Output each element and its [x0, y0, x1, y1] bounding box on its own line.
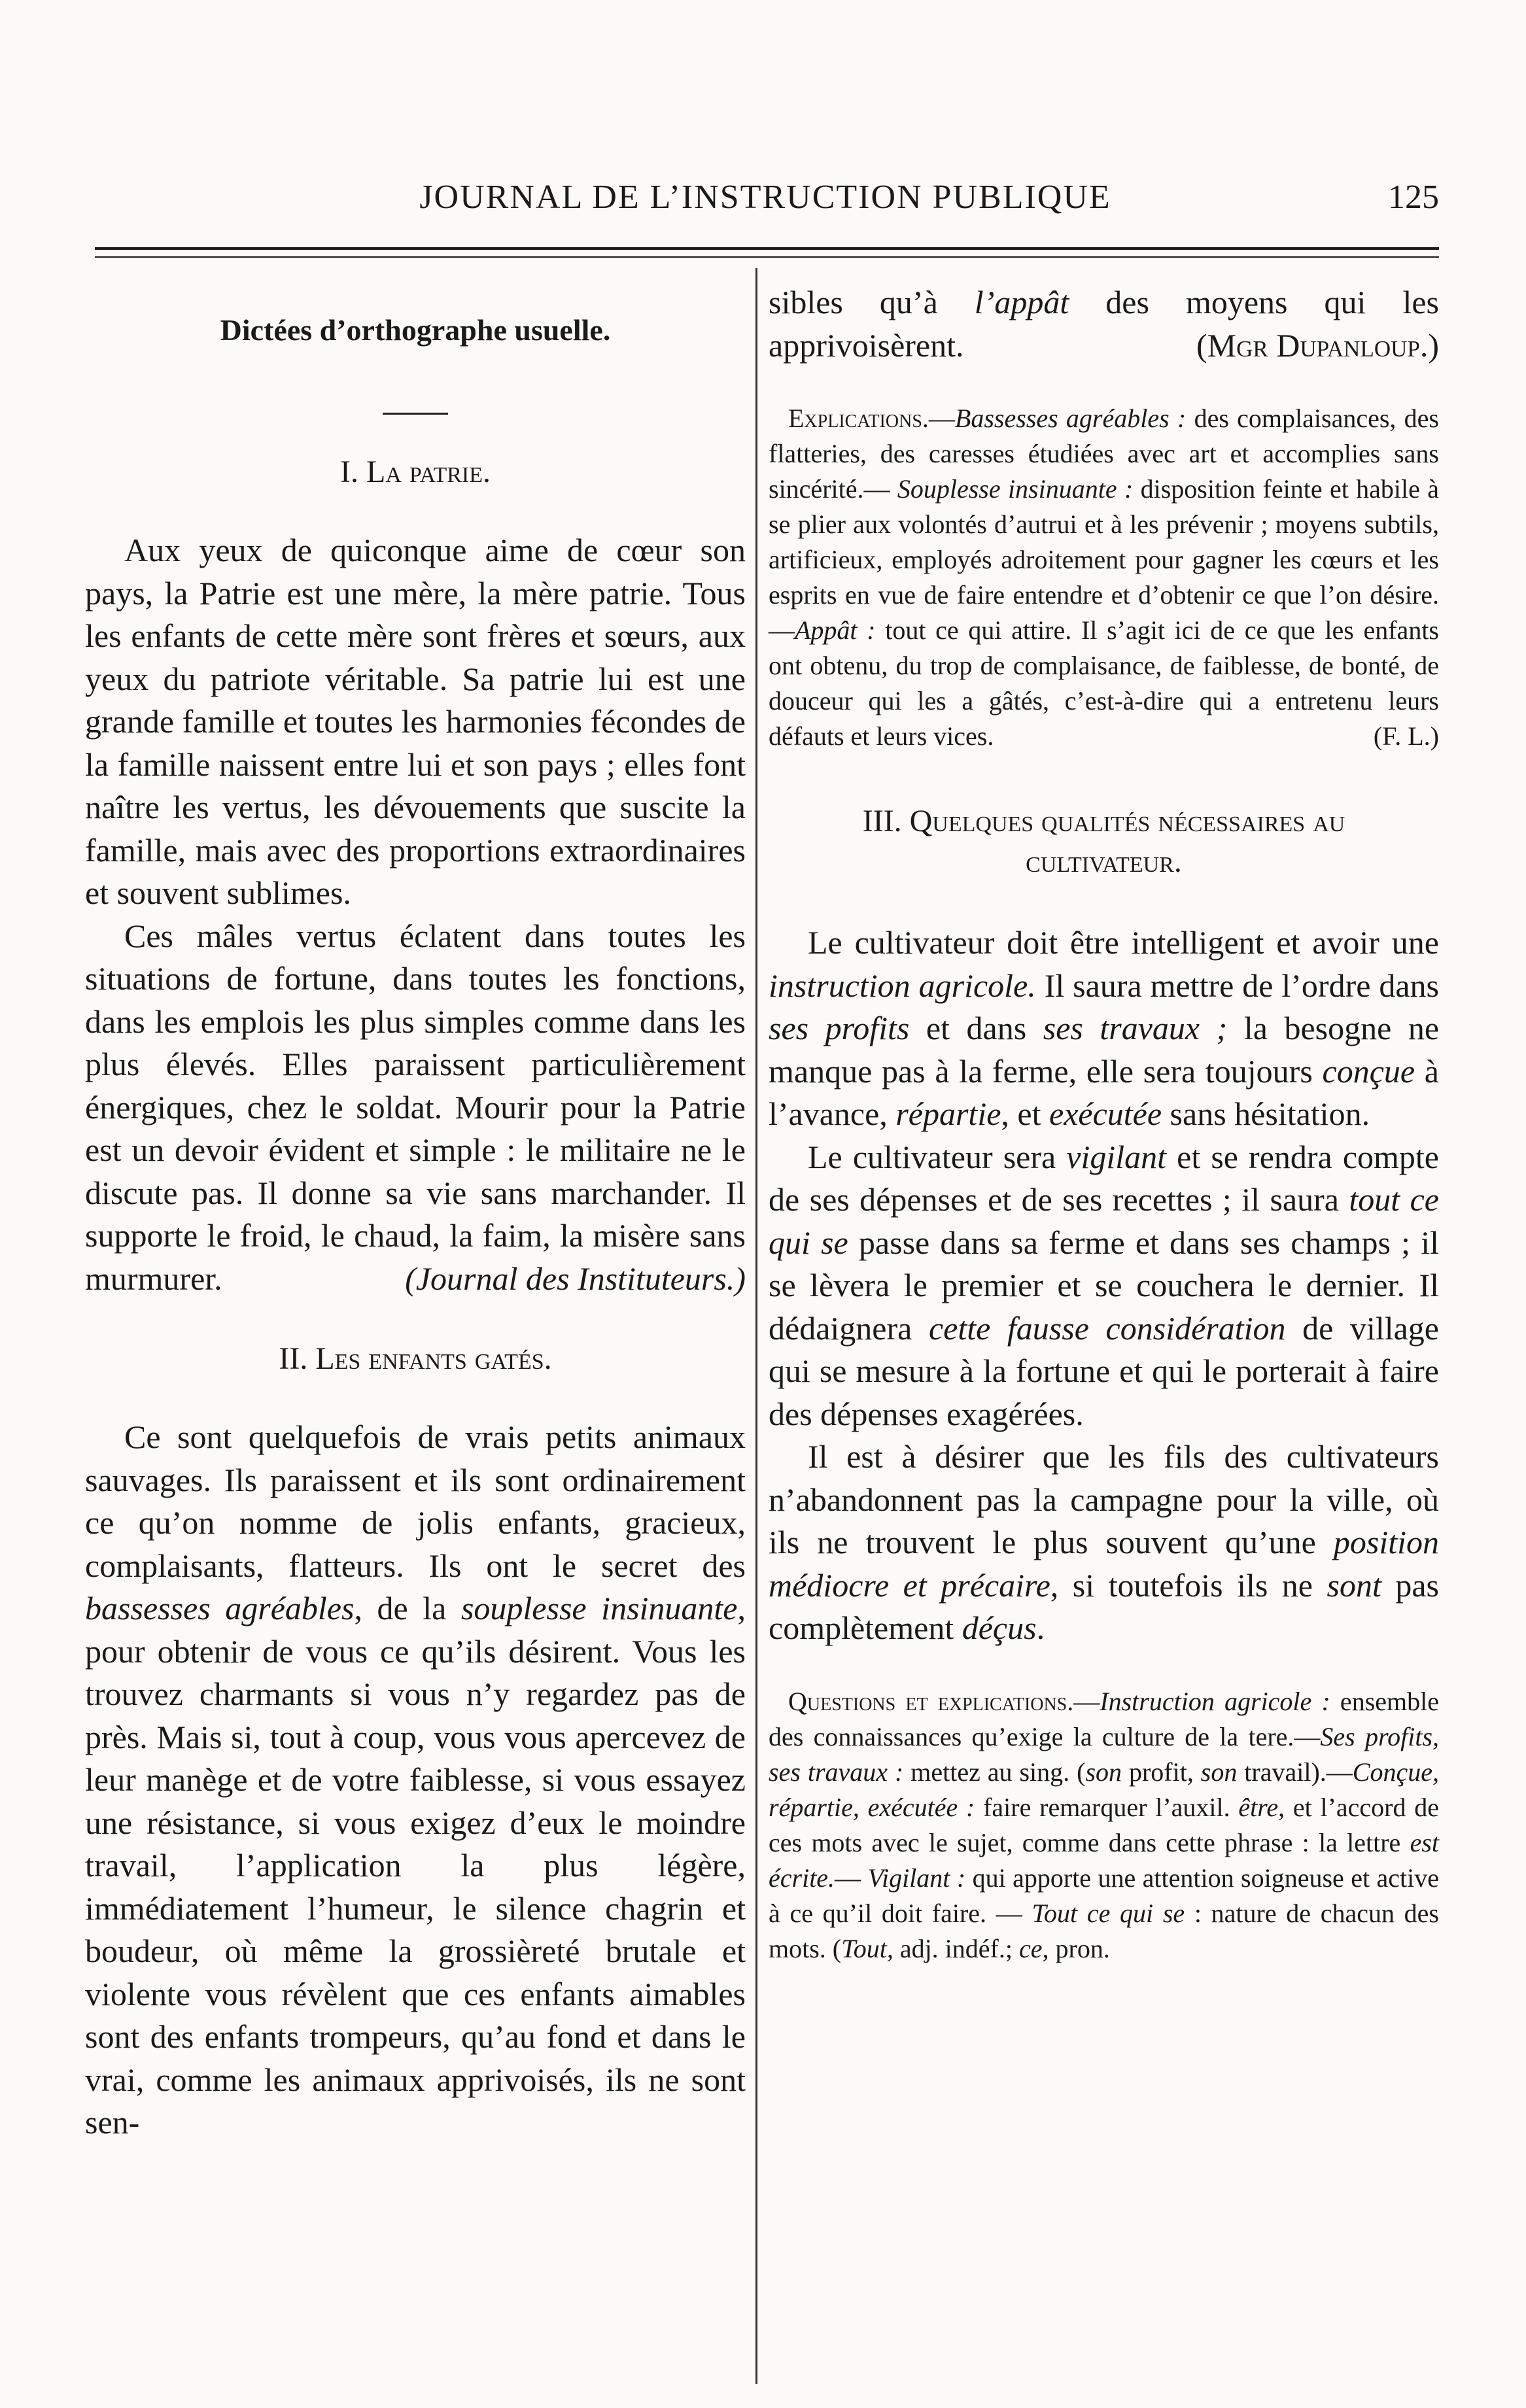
- text-run: et dans: [909, 1010, 1043, 1046]
- text-run: ensemble des connaissances qu’exige la culture de la tere.—: [769, 1686, 1439, 1751]
- text-run: Ce sont quelquefois de vrais petits animaux sauvages. Ils paraissent et ils sont ordinairement ce qu’on nomme de jolis enfants, gracieux, complaisants, flatteurs. Ils ont le secret des: [85, 1419, 746, 1584]
- text-run: .: [1036, 1609, 1045, 1646]
- spacer: [769, 754, 1439, 801]
- note-label: Questions et explications.: [788, 1686, 1074, 1716]
- section-3-paragraph-3: [769, 1436, 1439, 1650]
- section-3-paragraph-1: [769, 921, 1439, 1136]
- text-run: pron.: [1049, 1933, 1110, 1963]
- italic-run: Souplesse insinuante :: [897, 474, 1134, 504]
- section-1-paragraph-2-text: Ces mâles vertus éclatent dans toutes les situations de fortune, dans toutes les fonctions, dans les emplois les plus simples comme dans les plus élevés. Elles paraissent particulièrement énergiques, chez le soldat. Mourir pour la Patrie est un devoir évident et simple : le militaire ne le discute pas. Il donne sa vie sans marchander. Il supporte le froid, le chaud, la faim, la misère sans murmurer.: [85, 917, 746, 1297]
- text-run: passe dans sa ferme et dans ses champs ; il se lèvera le premier et se couchera le dernier. Il dédaignera: [769, 1224, 1439, 1347]
- italic-run: est écrite.: [769, 1827, 1439, 1893]
- text-run: —: [1073, 1686, 1100, 1716]
- text-run: Il est à désirer que les fils des cultivateurs n’abandonnent pas la campagne pour la ville, où ils ne trouvent le plus souvent qu’une: [769, 1438, 1439, 1560]
- text-run: Il saura mettre de l’ordre dans: [1035, 967, 1439, 1004]
- italic-run: Appât :: [795, 615, 876, 645]
- running-header: [92, 171, 1439, 230]
- italic-run: ses profits: [769, 1010, 910, 1046]
- note-label: Explications.: [788, 404, 929, 433]
- italic-run: Conçue, répartie, exécutée :: [769, 1757, 1439, 1822]
- italic-run: Vigilant :: [867, 1863, 966, 1893]
- italic-run: Bassesses agréables :: [954, 404, 1187, 433]
- section-2-citation: (Mgr Dupanloup.): [1196, 326, 1439, 364]
- header-rule-thin: [95, 256, 1439, 258]
- italic-run: souplesse insinuante: [460, 1590, 738, 1626]
- text-run: , si toutefois ils ne: [1050, 1566, 1327, 1604]
- text-run: pas complètement: [769, 1566, 1439, 1646]
- italic-run: l’appât: [974, 284, 1069, 320]
- italic-run: vigilant: [1066, 1138, 1167, 1175]
- italic-run: instruction agricole.: [769, 967, 1036, 1004]
- italic-run: bassesses agréables: [85, 1590, 355, 1626]
- text-run: profit,: [1122, 1757, 1201, 1787]
- italic-run: cette fausse considération: [928, 1309, 1286, 1347]
- text-run: , et l’accord de ces mots avec le sujet, comme dans cette phrase : la lettre: [769, 1792, 1440, 1857]
- section-2-paragraph-1: [85, 1416, 746, 2144]
- italic-run: Instruction agricole :: [1100, 1686, 1330, 1716]
- italic-run: Tout ce qui se: [1032, 1898, 1185, 1928]
- header-rule-thick: [95, 247, 1439, 250]
- left-column: [85, 281, 746, 2144]
- section-3-title-line-1: III. Quelques qualités nécessaires au: [862, 804, 1345, 838]
- section-3-title-line-2: cultivateur.: [1026, 844, 1182, 879]
- spacer: [769, 1650, 1439, 1684]
- italic-run: son: [1200, 1757, 1238, 1787]
- section-1-citation: (Journal des Instituteurs.): [405, 1260, 746, 1297]
- section-3-title: [769, 801, 1439, 882]
- italic-run: tout ce qui se: [769, 1181, 1439, 1261]
- text-run: Le cultivateur doit être intelligent et avoir une: [808, 924, 1439, 961]
- text-run: des moyens qui les apprivoisèrent.: [769, 284, 1439, 364]
- italic-run: conçue: [1322, 1052, 1415, 1090]
- italic-run: ce,: [1018, 1933, 1049, 1963]
- italic-run: répartie: [895, 1095, 1001, 1132]
- section-1-title: I. La patrie.: [340, 455, 491, 489]
- text-run: la besogne ne manque pas à la ferme, elle sera toujours: [769, 1010, 1440, 1090]
- spacer: [769, 367, 1439, 401]
- italic-run: Ses profits, ses travaux :: [769, 1721, 1440, 1787]
- text-run: tout ce qui attire. Il s’agit ici de ce que les enfants ont obtenu, du trop de complaisance, de faiblesse, de bonté, de douceur qui les a gâtés, c’est-à-dire qui a entretenu leurs défauts et leurs vices.: [769, 615, 1439, 751]
- journal-title: JOURNAL DE L’INSTRUCTION PUBLIQUE: [419, 179, 1111, 216]
- column-divider: [755, 268, 757, 2384]
- spacer: [85, 1300, 746, 1341]
- text-run: et se rendra compte de ses dépenses et de ses recettes ; il saura: [769, 1138, 1439, 1218]
- text-run: travail).—: [1237, 1757, 1353, 1787]
- italic-run: Tout,: [841, 1933, 893, 1963]
- right-column: [769, 281, 1439, 1967]
- explications-note: [769, 401, 1439, 754]
- section-2-title: II. Les enfants gatés.: [279, 1341, 552, 1376]
- section-1-paragraph-2: [85, 915, 746, 1301]
- text-run: , pour obtenir de vous ce qu’ils désirent. Vous les trouvez charmants si vous n’y regardez pas de près. Mais si, tout à coup, vous vous apercevez de leur manège et de votre faiblesse, si vous essayez une résistance, si vous exigez d’eux le moindre travail, l’application la plus légère, immédiatement l’humeur, le silence chagrin et boudeur, où même la grossièreté brutale et violente vous révèlent que ces enfants aimables sont des enfants trompeurs, qu’au fond et dans le vrai, comme les animaux apprivoisés, ils ne sont sen-: [85, 1590, 746, 2141]
- section-3-paragraph-2: [769, 1136, 1439, 1436]
- text-run: —: [928, 404, 955, 433]
- text-run: —: [835, 1863, 868, 1893]
- text-run: mettez au sing. (: [903, 1757, 1086, 1787]
- text-run: sans hésitation.: [1162, 1095, 1370, 1132]
- italic-run: ses travaux ;: [1043, 1010, 1228, 1046]
- main-heading: Dictées d’orthographe usuelle.: [220, 313, 611, 347]
- italic-run: déçus: [962, 1609, 1037, 1646]
- text-run: faire remarquer l’auxil.: [975, 1792, 1239, 1822]
- text-run: adj. indéf.;: [893, 1933, 1019, 1963]
- text-run: , de la: [354, 1590, 461, 1626]
- section-2-continuation: [769, 281, 1439, 367]
- text-run: à l’avance,: [769, 1052, 1439, 1132]
- text-run: qui apporte une attention soigneuse et active à ce qu’il doit faire. —: [769, 1863, 1439, 1928]
- italic-run: exécutée: [1049, 1095, 1162, 1132]
- text-run: de village qui se mesure à la fortune et qui le porterait à faire des dépenses exagérées.: [769, 1309, 1439, 1432]
- text-run: : nature de chacun des mots. (: [769, 1898, 1440, 1963]
- section-1-paragraph-1: Aux yeux de quiconque aime de cœur son pays, la Patrie est une mère, la mère patrie. Tous les enfants de cette mère sont frères et sœurs, aux yeux du patriote véritable. Sa patrie lui est une grande famille et toutes les harmonies fécondes de la famille naissent entre lui et son pays ; elles font naître les vertus, les dévouements que suscite la famille, mais avec des proportions extraordinaires et souvent sublimes.: [85, 532, 746, 911]
- note-signature: (F. L.): [1373, 721, 1439, 751]
- page-number: 125: [1388, 179, 1439, 216]
- italic-run: son: [1085, 1757, 1122, 1787]
- text-run: disposition feinte et habile à se plier aux volontés d’autrui et à les prévenir ; moyens subtils, artificieux, employés adroitement pour gagner les cœurs et les esprits en vue de faire entendre et d’obtenir ce que l’on désire.—: [769, 474, 1440, 645]
- text-run: des complaisances, des flatteries, des caresses étudiées avec art et accomplies sans sincérité.—: [769, 404, 1439, 504]
- text-run: Le cultivateur sera: [808, 1138, 1067, 1175]
- text-run: sibles qu’à: [769, 284, 975, 320]
- italic-run: sont: [1327, 1566, 1381, 1604]
- text-run: , et: [1001, 1095, 1049, 1132]
- heading-dash: [383, 413, 448, 415]
- italic-run: être: [1238, 1792, 1279, 1822]
- italic-run: position médiocre et précaire: [769, 1524, 1439, 1604]
- questions-note: [769, 1684, 1439, 1967]
